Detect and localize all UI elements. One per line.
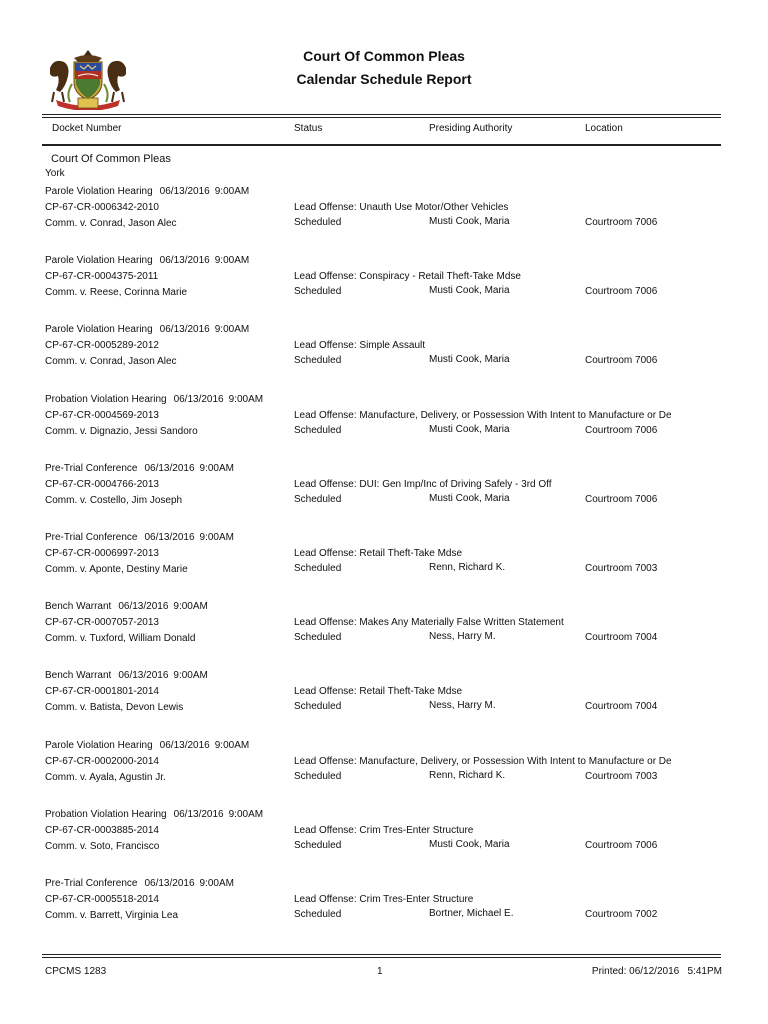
entry-time: 9:00AM — [173, 670, 208, 681]
entry-event-line — [45, 670, 208, 681]
column-header-authority: Presiding Authority — [429, 123, 513, 134]
entry-time: 9:00AM — [199, 532, 234, 543]
column-header-location: Location — [585, 123, 623, 134]
footer-form-id: CPCMS 1283 — [45, 966, 107, 977]
entry-event-line — [45, 186, 249, 197]
report-subtitle: Calendar Schedule Report — [296, 71, 472, 87]
entry-lead-offense: Lead Offense: Unauth Use Motor/Other Vehicles — [294, 202, 509, 213]
entry-status: Scheduled — [294, 701, 342, 712]
header-top-rule — [42, 114, 721, 115]
entry-time: 9:00AM — [214, 324, 250, 335]
entry-caption: Comm. v. Reese, Corinna Marie — [45, 287, 188, 298]
entry-docket-number: CP-67-CR-0004569-2013 — [45, 410, 159, 421]
entry-status: Scheduled — [294, 355, 342, 366]
entry-date: 06/13/2016 — [159, 186, 210, 197]
entry-caption: Comm. v. Conrad, Jason Alec — [45, 218, 177, 229]
section-county: York — [45, 168, 65, 179]
calendar-entry — [0, 324, 768, 393]
entry-lead-offense: Lead Offense: Makes Any Materially False Written Statement — [294, 617, 564, 628]
entry-docket-number: CP-67-CR-0001801-2014 — [45, 686, 159, 697]
entry-time: 9:00AM — [173, 601, 208, 612]
entry-status: Scheduled — [294, 840, 342, 851]
entry-status: Scheduled — [294, 286, 342, 297]
entry-lead-offense: Lead Offense: Retail Theft-Take Mdse — [294, 686, 463, 697]
entry-presiding-authority: Bortner, Michael E. — [429, 908, 514, 919]
entry-location: Courtroom 7006 — [585, 494, 658, 505]
entry-date: 06/13/2016 — [159, 324, 210, 335]
calendar-entry — [0, 255, 768, 324]
entry-caption: Comm. v. Costello, Jim Joseph — [45, 495, 183, 506]
entry-status: Scheduled — [294, 425, 342, 436]
entry-docket-number: CP-67-CR-0004766-2013 — [45, 479, 159, 490]
section-court-name: Court Of Common Pleas — [51, 153, 171, 165]
entry-event-type: Probation Violation Hearing — [45, 394, 167, 405]
entry-date: 06/13/2016 — [144, 532, 195, 543]
entry-presiding-authority: Musti Cook, Maria — [429, 354, 510, 365]
entry-date: 06/13/2016 — [144, 878, 195, 889]
entry-presiding-authority: Ness, Harry M. — [429, 631, 496, 642]
entry-event-line — [45, 394, 263, 405]
entry-presiding-authority: Musti Cook, Maria — [429, 424, 510, 435]
entry-docket-number: CP-67-CR-0005289-2012 — [45, 340, 159, 351]
entry-time: 9:00AM — [214, 186, 250, 197]
entry-docket-number: CP-67-CR-0006997-2013 — [45, 548, 159, 559]
entry-event-type: Bench Warrant — [45, 670, 112, 681]
entry-event-line — [45, 878, 234, 889]
entry-presiding-authority: Musti Cook, Maria — [429, 216, 510, 227]
entry-presiding-authority: Ness, Harry M. — [429, 700, 496, 711]
entry-location: Courtroom 7002 — [585, 909, 658, 920]
entry-event-line — [45, 740, 249, 751]
entry-date: 06/13/2016 — [118, 670, 169, 681]
entry-caption: Comm. v. Barrett, Virginia Lea — [45, 910, 179, 921]
calendar-entry — [0, 532, 768, 601]
entry-time: 9:00AM — [214, 740, 250, 751]
footer-rule-2 — [42, 957, 721, 958]
entry-location: Courtroom 7006 — [585, 425, 658, 436]
column-header-docket: Docket Number — [52, 123, 122, 134]
footer-rule — [42, 954, 721, 955]
entry-caption: Comm. v. Batista, Devon Lewis — [45, 702, 184, 713]
calendar-entry — [0, 463, 768, 532]
entry-event-type: Probation Violation Hearing — [45, 809, 167, 820]
entry-status: Scheduled — [294, 217, 342, 228]
entry-event-type: Parole Violation Hearing — [45, 186, 153, 197]
entry-presiding-authority: Musti Cook, Maria — [429, 493, 510, 504]
entry-time: 9:00AM — [214, 255, 250, 266]
entry-caption: Comm. v. Soto, Francisco — [45, 841, 160, 852]
entry-lead-offense: Lead Offense: Conspiracy - Retail Theft-Take Mdse — [294, 271, 521, 282]
entry-event-type: Pre-Trial Conference — [45, 463, 138, 474]
entry-docket-number: CP-67-CR-0004375-2011 — [45, 271, 159, 282]
calendar-entry — [0, 740, 768, 809]
entry-lead-offense: Lead Offense: Crim Tres-Enter Structure — [294, 894, 474, 905]
entry-event-line — [45, 255, 249, 266]
entry-location: Courtroom 7004 — [585, 632, 658, 643]
entry-location: Courtroom 7006 — [585, 217, 658, 228]
entry-location: Courtroom 7006 — [585, 355, 658, 366]
entry-time: 9:00AM — [199, 463, 234, 474]
entry-docket-number: CP-67-CR-0003885-2014 — [45, 825, 159, 836]
entry-location: Courtroom 7003 — [585, 771, 658, 782]
entry-event-type: Bench Warrant — [45, 601, 112, 612]
footer-page-number: 1 — [377, 966, 383, 977]
entry-status: Scheduled — [294, 632, 342, 643]
entry-lead-offense: Lead Offense: Simple Assault — [294, 340, 426, 351]
entry-caption: Comm. v. Tuxford, William Donald — [45, 633, 196, 644]
entry-event-type: Parole Violation Hearing — [45, 740, 153, 751]
entry-location: Courtroom 7004 — [585, 701, 658, 712]
entry-caption: Comm. v. Aponte, Destiny Marie — [45, 564, 188, 575]
entry-caption: Comm. v. Conrad, Jason Alec — [45, 356, 177, 367]
calendar-entry — [0, 809, 768, 878]
entry-docket-number: CP-67-CR-0005518-2014 — [45, 894, 159, 905]
calendar-entry — [0, 601, 768, 670]
entry-docket-number: CP-67-CR-0006342-2010 — [45, 202, 159, 213]
calendar-entry — [0, 186, 768, 255]
entry-date: 06/13/2016 — [159, 255, 210, 266]
entry-event-type: Parole Violation Hearing — [45, 255, 153, 266]
calendar-entry — [0, 394, 768, 463]
entry-presiding-authority: Renn, Richard K. — [429, 562, 506, 573]
entry-event-type: Parole Violation Hearing — [45, 324, 153, 335]
entry-lead-offense: Lead Offense: Crim Tres-Enter Structure — [294, 825, 474, 836]
footer-printed-timestamp: Printed: 06/12/2016 5:41PM — [591, 966, 722, 977]
entry-lead-offense: Lead Offense: Manufacture, Delivery, or Possession With Intent to Manufacture or De — [294, 756, 672, 767]
entry-presiding-authority: Musti Cook, Maria — [429, 839, 510, 850]
entry-caption: Comm. v. Ayala, Agustin Jr. — [45, 772, 166, 783]
entry-location: Courtroom 7006 — [585, 286, 658, 297]
column-header-status: Status — [294, 123, 323, 134]
entry-time: 9:00AM — [228, 809, 264, 820]
entry-status: Scheduled — [294, 494, 342, 505]
entry-date: 06/13/2016 — [159, 740, 210, 751]
entry-date: 06/13/2016 — [118, 601, 169, 612]
entry-event-line — [45, 809, 263, 820]
entry-event-type: Pre-Trial Conference — [45, 878, 138, 889]
entry-status: Scheduled — [294, 909, 342, 920]
calendar-entry — [0, 670, 768, 739]
header-top-rule-2 — [42, 117, 721, 118]
entry-location: Courtroom 7003 — [585, 563, 658, 574]
calendar-entry — [0, 878, 768, 947]
entry-presiding-authority: Musti Cook, Maria — [429, 285, 510, 296]
entry-status: Scheduled — [294, 771, 342, 782]
entry-location: Courtroom 7006 — [585, 840, 658, 851]
entry-event-line — [45, 463, 234, 474]
entry-lead-offense: Lead Offense: DUI: Gen Imp/Inc of Driving Safely - 3rd Off — [294, 479, 552, 490]
entry-docket-number: CP-67-CR-0002000-2014 — [45, 756, 159, 767]
entry-time: 9:00AM — [199, 878, 234, 889]
report-court-title: Court Of Common Pleas — [303, 48, 465, 64]
entry-lead-offense: Lead Offense: Manufacture, Delivery, or Possession With Intent to Manufacture or De — [294, 410, 672, 421]
entry-event-line — [45, 324, 249, 335]
entry-date: 06/13/2016 — [173, 809, 224, 820]
entry-date: 06/13/2016 — [173, 394, 224, 405]
entry-date: 06/13/2016 — [144, 463, 195, 474]
entry-status: Scheduled — [294, 563, 342, 574]
entry-event-line — [45, 601, 208, 612]
header-bottom-rule — [42, 144, 721, 146]
entry-lead-offense: Lead Offense: Retail Theft-Take Mdse — [294, 548, 463, 559]
entry-docket-number: CP-67-CR-0007057-2013 — [45, 617, 159, 628]
entry-time: 9:00AM — [228, 394, 264, 405]
entry-event-type: Pre-Trial Conference — [45, 532, 138, 543]
entry-caption: Comm. v. Dignazio, Jessi Sandoro — [45, 426, 198, 437]
entry-event-line — [45, 532, 234, 543]
entry-presiding-authority: Renn, Richard K. — [429, 770, 506, 781]
